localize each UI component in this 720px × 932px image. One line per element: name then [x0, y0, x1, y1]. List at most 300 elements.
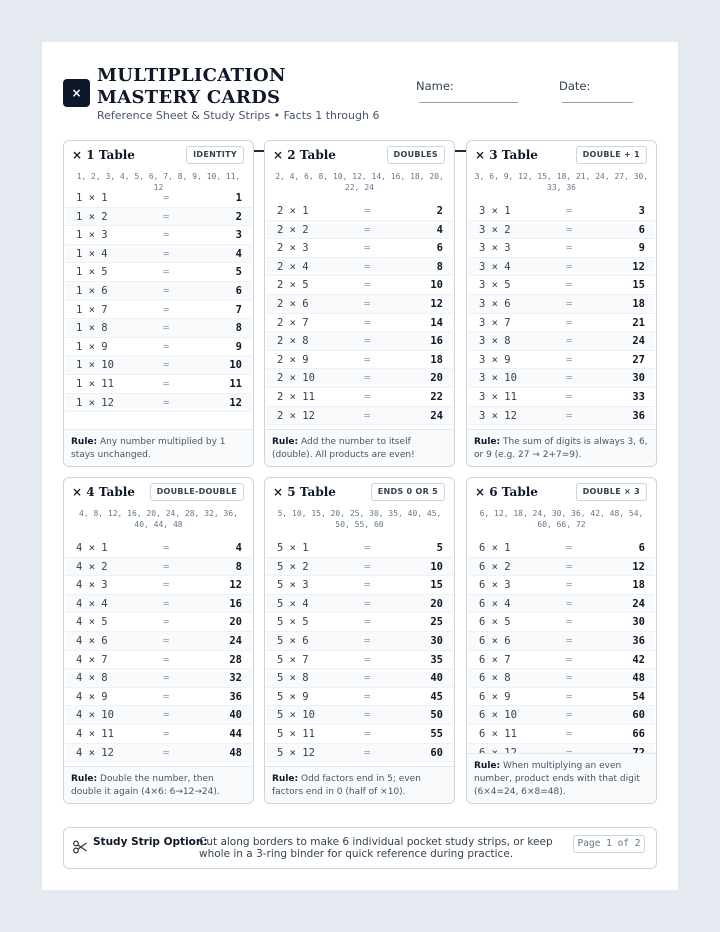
fact-product: 2 [436, 205, 443, 217]
fact-expression: 5 × 2 [277, 560, 309, 573]
fact-expression: 4 × 8 [76, 672, 108, 685]
equals-sign: = [163, 340, 170, 353]
times-table-card-4 [63, 477, 254, 804]
card-title: × 6 Table [475, 485, 538, 499]
fact-product: 9 [235, 340, 242, 353]
fact-row [266, 407, 453, 426]
fact-row [468, 725, 655, 744]
page-subtitle: Reference Sheet & Study Strips • Facts 1 through 6 [97, 109, 380, 122]
fact-row [266, 369, 453, 388]
fact-row [65, 688, 252, 707]
fact-expression: 1 × 7 [76, 303, 108, 316]
fact-row [65, 263, 252, 282]
fact-row [266, 539, 453, 558]
fact-row [65, 576, 252, 595]
equals-sign: = [163, 709, 170, 722]
fact-row [468, 688, 655, 707]
fact-row [468, 332, 655, 351]
fact-product: 11 [229, 377, 242, 390]
fact-expression: 5 × 4 [277, 597, 309, 610]
fact-row [468, 576, 655, 595]
fact-expression: 1 × 9 [76, 340, 108, 353]
fact-product: 16 [430, 335, 443, 348]
rule-text: Any number multiplied by 1 stays unchanged. [71, 437, 226, 460]
fact-expression: 3 × 3 [479, 242, 511, 255]
fact-row [266, 595, 453, 614]
strategy-badge: DOUBLE × 3 [576, 483, 647, 501]
fact-row [266, 388, 453, 407]
card-header [467, 141, 656, 169]
fact-product: 24 [632, 597, 645, 610]
fact-product: 24 [632, 335, 645, 348]
fact-product: 6 [638, 542, 645, 554]
rule-text: Double the number, then double it again (4×6: 6→12→24). [71, 774, 220, 797]
equals-sign: = [566, 316, 573, 329]
fact-product: 60 [632, 709, 645, 722]
fact-product: 33 [632, 390, 645, 403]
equals-sign: = [364, 597, 371, 610]
fact-row [266, 613, 453, 632]
equals-sign: = [566, 727, 573, 740]
equals-sign: = [163, 396, 170, 409]
rule-note [467, 429, 656, 466]
fact-row [468, 539, 655, 558]
equals-sign: = [364, 390, 371, 403]
equals-sign: = [364, 709, 371, 722]
fact-row [266, 351, 453, 370]
fact-row [65, 282, 252, 301]
card-title: × 1 Table [72, 148, 135, 162]
fact-expression: 4 × 11 [76, 727, 114, 740]
fact-expression: 2 × 4 [277, 260, 309, 273]
fact-product: 40 [430, 672, 443, 685]
fact-row [65, 744, 252, 763]
fact-expression: 3 × 7 [479, 316, 511, 329]
equals-sign: = [163, 303, 170, 316]
fact-expression: 3 × 6 [479, 297, 511, 310]
equals-sign: = [364, 242, 371, 255]
equals-sign: = [364, 653, 371, 666]
equals-sign: = [364, 542, 371, 554]
fact-row [65, 539, 252, 558]
rule-note [265, 429, 454, 466]
rule-text: When multiplying an even number, product ends with that digit (6×4=24, 6×8=48). [474, 761, 640, 797]
equals-sign: = [364, 223, 371, 236]
fact-product: 40 [229, 709, 242, 722]
fact-product: 4 [436, 223, 443, 236]
equals-sign: = [163, 229, 170, 242]
fact-row [468, 239, 655, 258]
fact-row [468, 295, 655, 314]
fact-product: 18 [632, 297, 645, 310]
fact-product: 10 [430, 560, 443, 573]
fact-product: 27 [632, 353, 645, 366]
equals-sign: = [364, 579, 371, 592]
fact-expression: 4 × 5 [76, 616, 108, 629]
fact-row [266, 651, 453, 670]
study-strip-note [63, 827, 657, 869]
fact-expression: 2 × 11 [277, 390, 315, 403]
fact-expression: 3 × 10 [479, 372, 517, 385]
equals-sign: = [566, 690, 573, 703]
equals-sign: = [364, 260, 371, 273]
card-title: × 3 Table [475, 148, 538, 162]
fact-product: 12 [632, 260, 645, 273]
fact-expression: 2 × 6 [277, 297, 309, 310]
card-header [64, 141, 253, 169]
fact-row [266, 558, 453, 577]
equals-sign: = [566, 353, 573, 366]
equals-sign: = [364, 690, 371, 703]
fact-row [468, 669, 655, 688]
fact-row [266, 314, 453, 333]
fact-row [468, 632, 655, 651]
fact-expression: 6 × 8 [479, 672, 511, 685]
fact-product: 6 [638, 223, 645, 236]
fact-row [65, 706, 252, 725]
fact-expression: 5 × 1 [277, 542, 309, 554]
study-strip-label: Study Strip Option: [93, 836, 208, 848]
fact-expression: 1 × 11 [76, 377, 114, 390]
rule-note [467, 753, 656, 803]
equals-sign: = [566, 335, 573, 348]
fact-product: 6 [436, 242, 443, 255]
fact-product: 24 [229, 634, 242, 647]
fact-row [266, 295, 453, 314]
fact-row [468, 407, 655, 426]
fact-expression: 1 × 12 [76, 396, 114, 409]
equals-sign: = [163, 690, 170, 703]
fact-expression: 5 × 7 [277, 653, 309, 666]
fact-row [468, 613, 655, 632]
fact-expression: 4 × 2 [76, 560, 108, 573]
fact-product: 2 [235, 210, 242, 223]
fact-expression: 2 × 9 [277, 353, 309, 366]
card-title: × 5 Table [273, 485, 336, 499]
fact-product: 30 [632, 372, 645, 385]
equals-sign: = [364, 616, 371, 629]
equals-sign: = [163, 672, 170, 685]
fact-row [65, 651, 252, 670]
equals-sign: = [566, 579, 573, 592]
fact-product: 3 [638, 205, 645, 217]
fact-row [65, 375, 252, 394]
skip-count-sequence: 1, 2, 3, 4, 5, 6, 7, 8, 9, 10, 11, 12 [76, 172, 241, 192]
equals-sign: = [163, 616, 170, 629]
fact-product: 60 [430, 746, 443, 759]
equals-sign: = [163, 266, 170, 279]
name-label: Name: [416, 79, 454, 93]
fact-expression: 2 × 8 [277, 335, 309, 348]
fact-row [468, 276, 655, 295]
rule-label: Rule: [474, 437, 501, 447]
equals-sign: = [163, 560, 170, 573]
equals-sign: = [163, 634, 170, 647]
equals-sign: = [566, 653, 573, 666]
times-table-card-2 [264, 140, 455, 467]
equals-sign: = [364, 746, 371, 759]
fact-expression: 5 × 9 [277, 690, 309, 703]
fact-product: 5 [436, 542, 443, 554]
fact-product: 5 [235, 266, 242, 279]
fact-list [266, 539, 453, 762]
sheet-header [63, 64, 657, 152]
fact-row [65, 338, 252, 357]
fact-row [468, 314, 655, 333]
rule-label: Rule: [71, 437, 98, 447]
fact-product: 15 [430, 579, 443, 592]
fact-product: 30 [632, 616, 645, 629]
reference-sheet [42, 42, 678, 890]
fact-row [266, 576, 453, 595]
fact-product: 36 [632, 409, 645, 422]
fact-row [468, 202, 655, 221]
equals-sign: = [163, 727, 170, 740]
fact-product: 32 [229, 672, 242, 685]
multiply-logo-icon: × [63, 79, 90, 107]
equals-sign: = [566, 260, 573, 273]
card-header [265, 478, 454, 506]
fact-row [468, 388, 655, 407]
fact-expression: 5 × 11 [277, 727, 315, 740]
card-title: × 2 Table [273, 148, 336, 162]
fact-expression: 4 × 1 [76, 542, 108, 554]
fact-product: 42 [632, 653, 645, 666]
times-table-card-5 [264, 477, 455, 804]
equals-sign: = [364, 353, 371, 366]
equals-sign: = [364, 316, 371, 329]
fact-expression: 3 × 1 [479, 205, 511, 217]
fact-expression: 5 × 6 [277, 634, 309, 647]
fact-row [266, 202, 453, 221]
fact-expression: 5 × 12 [277, 746, 315, 759]
fact-expression: 5 × 8 [277, 672, 309, 685]
fact-product: 10 [229, 359, 242, 372]
equals-sign: = [163, 653, 170, 666]
fact-product: 50 [430, 709, 443, 722]
equals-sign: = [163, 247, 170, 260]
fact-product: 48 [632, 672, 645, 685]
skip-count-sequence: 2, 4, 6, 8, 10, 12, 14, 16, 18, 20, 22, 24 [275, 172, 444, 192]
fact-expression: 3 × 8 [479, 335, 511, 348]
fact-row [468, 595, 655, 614]
fact-row [65, 245, 252, 264]
fact-product: 4 [235, 542, 242, 554]
fact-product: 20 [229, 616, 242, 629]
fact-product: 48 [229, 746, 242, 759]
fact-row [65, 356, 252, 375]
equals-sign: = [163, 746, 170, 759]
fact-row [65, 558, 252, 577]
fact-product: 12 [430, 297, 443, 310]
fact-expression: 1 × 3 [76, 229, 108, 242]
fact-expression: 4 × 10 [76, 709, 114, 722]
fact-row [266, 258, 453, 277]
fact-row [468, 651, 655, 670]
equals-sign: = [364, 279, 371, 292]
fact-product: 8 [436, 260, 443, 273]
fact-expression: 4 × 4 [76, 597, 108, 610]
fact-row [468, 706, 655, 725]
fact-expression: 2 × 7 [277, 316, 309, 329]
fact-product: 45 [430, 690, 443, 703]
fact-product: 44 [229, 727, 242, 740]
strategy-badge: DOUBLES [387, 146, 445, 164]
fact-expression: 1 × 2 [76, 210, 108, 223]
fact-expression: 2 × 12 [277, 409, 315, 422]
fact-list [468, 539, 655, 762]
fact-row [65, 394, 252, 413]
fact-expression: 5 × 10 [277, 709, 315, 722]
equals-sign: = [364, 409, 371, 422]
fact-expression: 3 × 2 [479, 223, 511, 236]
equals-sign: = [566, 560, 573, 573]
fact-product: 22 [430, 390, 443, 403]
fact-row [266, 632, 453, 651]
fact-product: 20 [430, 597, 443, 610]
fact-product: 4 [235, 247, 242, 260]
equals-sign: = [566, 597, 573, 610]
equals-sign: = [364, 560, 371, 573]
fact-row [266, 239, 453, 258]
equals-sign: = [163, 579, 170, 592]
fact-row [266, 669, 453, 688]
fact-product: 9 [638, 242, 645, 255]
name-field[interactable] [419, 102, 518, 103]
fact-expression: 6 × 5 [479, 616, 511, 629]
fact-row [65, 613, 252, 632]
fact-expression: 3 × 9 [479, 353, 511, 366]
equals-sign: = [364, 727, 371, 740]
fact-list [468, 202, 655, 425]
fact-expression: 6 × 7 [479, 653, 511, 666]
rule-note [64, 429, 253, 466]
date-field[interactable] [562, 102, 633, 103]
fact-product: 36 [632, 634, 645, 647]
fact-product: 18 [430, 353, 443, 366]
strategy-badge: IDENTITY [186, 146, 244, 164]
fact-expression: 2 × 1 [277, 205, 309, 217]
page-title: MULTIPLICATION MASTERY CARDS [97, 65, 286, 108]
equals-sign: = [163, 542, 170, 554]
equals-sign: = [163, 377, 170, 390]
card-header [265, 141, 454, 169]
fact-product: 66 [632, 727, 645, 740]
equals-sign: = [163, 322, 170, 335]
fact-product: 24 [430, 409, 443, 422]
fact-product: 8 [235, 560, 242, 573]
equals-sign: = [163, 284, 170, 297]
fact-row [65, 669, 252, 688]
equals-sign: = [163, 597, 170, 610]
fact-row [65, 725, 252, 744]
equals-sign: = [364, 672, 371, 685]
fact-expression: 6 × 4 [479, 597, 511, 610]
fact-row [65, 319, 252, 338]
study-strip-text: Cut along borders to make 6 individual pocket study strips, or keep whole in a 3-ring binder for quick reference during practice. [199, 836, 553, 860]
equals-sign: = [364, 634, 371, 647]
page-number: Page 1 of 2 [573, 835, 645, 853]
fact-expression: 6 × 9 [479, 690, 511, 703]
fact-row [468, 351, 655, 370]
fact-product: 55 [430, 727, 443, 740]
fact-row [266, 221, 453, 240]
fact-row [65, 632, 252, 651]
fact-expression: 4 × 9 [76, 690, 108, 703]
equals-sign: = [163, 192, 170, 204]
equals-sign: = [364, 297, 371, 310]
equals-sign: = [566, 390, 573, 403]
fact-row [266, 276, 453, 295]
strategy-badge: ENDS 0 OR 5 [371, 483, 445, 501]
fact-product: 15 [632, 279, 645, 292]
fact-expression: 4 × 6 [76, 634, 108, 647]
fact-expression: 6 × 6 [479, 634, 511, 647]
fact-row [65, 226, 252, 245]
strategy-badge: DOUBLE + 1 [576, 146, 647, 164]
fact-row [266, 725, 453, 744]
fact-expression: 6 × 3 [479, 579, 511, 592]
fact-expression: 3 × 5 [479, 279, 511, 292]
fact-product: 20 [430, 372, 443, 385]
fact-expression: 6 × 1 [479, 542, 511, 554]
fact-product: 35 [430, 653, 443, 666]
rule-text: Odd factors end in 5; even factors end in 0 (half of ×10). [272, 774, 421, 797]
equals-sign: = [566, 672, 573, 685]
equals-sign: = [566, 223, 573, 236]
fact-row [65, 301, 252, 320]
rule-note [265, 766, 454, 803]
fact-product: 8 [235, 322, 242, 335]
card-title: × 4 Table [72, 485, 135, 499]
fact-expression: 1 × 5 [76, 266, 108, 279]
fact-product: 12 [229, 579, 242, 592]
fact-expression: 1 × 4 [76, 247, 108, 260]
rule-label: Rule: [272, 774, 299, 784]
equals-sign: = [566, 372, 573, 385]
skip-count-sequence: 3, 6, 9, 12, 15, 18, 21, 24, 27, 30, 33, 36 [474, 172, 649, 192]
fact-row [65, 208, 252, 227]
fact-expression: 1 × 8 [76, 322, 108, 335]
equals-sign: = [566, 279, 573, 292]
fact-row [468, 258, 655, 277]
fact-product: 54 [632, 690, 645, 703]
skip-count-sequence: 5, 10, 15, 20, 25, 30, 35, 40, 45, 50, 55, 60 [277, 509, 442, 529]
fact-expression: 5 × 5 [277, 616, 309, 629]
fact-expression: 4 × 3 [76, 579, 108, 592]
equals-sign: = [364, 335, 371, 348]
fact-product: 12 [632, 560, 645, 573]
fact-expression: 6 × 2 [479, 560, 511, 573]
fact-product: 1 [235, 192, 242, 204]
equals-sign: = [566, 709, 573, 722]
fact-expression: 3 × 4 [479, 260, 511, 273]
equals-sign: = [566, 634, 573, 647]
fact-product: 10 [430, 279, 443, 292]
equals-sign: = [163, 210, 170, 223]
fact-row [266, 688, 453, 707]
fact-expression: 3 × 12 [479, 409, 517, 422]
fact-product: 16 [229, 597, 242, 610]
fact-expression: 2 × 10 [277, 372, 315, 385]
equals-sign: = [566, 242, 573, 255]
card-header [467, 478, 656, 506]
equals-sign: = [566, 409, 573, 422]
fact-product: 7 [235, 303, 242, 316]
fact-expression: 3 × 11 [479, 390, 517, 403]
equals-sign: = [364, 205, 371, 217]
fact-product: 18 [632, 579, 645, 592]
